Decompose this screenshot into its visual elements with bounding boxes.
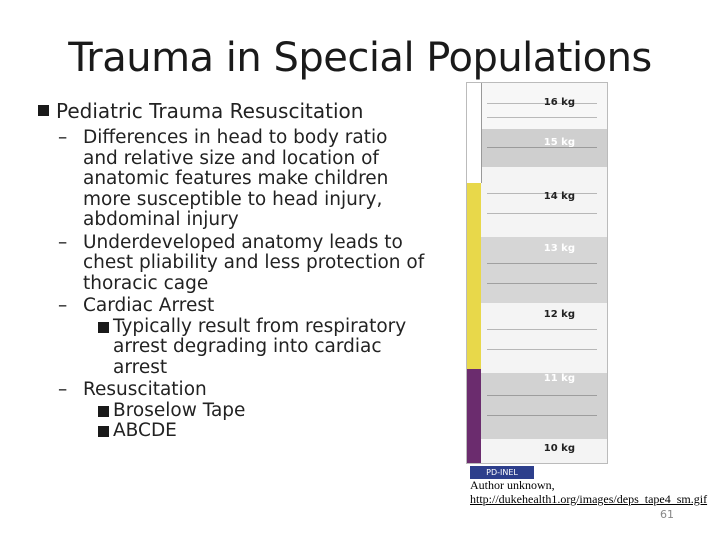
bullet-level2 xyxy=(38,380,468,401)
broselow-tape-image xyxy=(466,82,608,464)
page-number: 61 xyxy=(660,508,674,521)
bullet-line: more susceptible to head injury, xyxy=(83,188,383,210)
slide-body xyxy=(38,100,468,442)
grid-line xyxy=(487,415,597,416)
weight-label: 10 kg xyxy=(543,443,575,454)
tape-band-grey xyxy=(467,237,607,303)
bullet-level3 xyxy=(38,317,468,379)
bullet-line: thoracic cage xyxy=(83,272,209,294)
bullet-line: Resuscitation xyxy=(83,379,207,400)
slide-title: Trauma in Special Populations xyxy=(68,35,652,81)
bullet-line: and relative size and location of xyxy=(83,147,379,169)
grid-line xyxy=(487,147,597,148)
dash-icon: – xyxy=(58,127,68,148)
square-bullet-icon xyxy=(98,406,109,417)
weight-label: 11 kg xyxy=(543,373,575,384)
dash-icon: – xyxy=(58,379,68,400)
grid-line xyxy=(487,193,597,194)
bullet-line: Typically result from respiratory xyxy=(113,315,407,337)
bullet-line: abdominal injury xyxy=(83,209,239,230)
image-credit: Author unknown, xyxy=(470,478,555,492)
weight-label: 13 kg xyxy=(543,243,575,254)
grid-line xyxy=(487,103,597,104)
bullet-level2 xyxy=(38,296,468,317)
tape-band-white xyxy=(467,83,607,129)
bullet-line: arrest xyxy=(113,356,168,378)
square-bullet-icon xyxy=(38,105,49,116)
tape-band-grey xyxy=(467,129,607,167)
license-logo: PD-INEL xyxy=(470,466,534,479)
bullet-level2 xyxy=(38,233,468,295)
grid-line xyxy=(487,213,597,214)
weight-label: 14 kg xyxy=(543,191,575,202)
bullet-level3 xyxy=(38,421,468,442)
bullet-line: ABCDE xyxy=(113,420,177,441)
grid-line xyxy=(487,263,597,264)
tape-band-light xyxy=(467,439,607,463)
weight-label: 15 kg xyxy=(543,137,575,148)
bullet-level1 xyxy=(38,100,468,122)
image-credit-link[interactable]: http://dukehealth1.org/images/deps_tape4_sm.gif xyxy=(470,492,708,506)
bullet-line: Broselow Tape xyxy=(113,399,246,421)
weight-label: 12 kg xyxy=(543,309,575,320)
bullet-level2 xyxy=(38,128,468,231)
bullet-line: Cardiac Arrest xyxy=(83,295,215,316)
dash-icon: – xyxy=(58,231,68,253)
bullet-line: Differences in head to body ratio xyxy=(83,127,388,148)
tape-band-grey xyxy=(467,373,607,439)
weight-label: 16 kg xyxy=(543,97,575,108)
square-bullet-icon xyxy=(98,322,109,333)
tape-strip-yellow xyxy=(467,183,481,369)
bullet-line: chest pliability and less protection of xyxy=(83,252,425,273)
tape-band-light xyxy=(467,167,607,237)
grid-line xyxy=(487,395,597,396)
bullet-line: Underdeveloped anatomy leads to xyxy=(83,231,403,253)
grid-line xyxy=(487,349,597,350)
tape-strip-purple xyxy=(467,369,481,463)
grid-line xyxy=(487,329,597,330)
bullet-line: anatomic features make children xyxy=(83,168,389,189)
dash-icon: – xyxy=(58,295,68,316)
bullet-text: Pediatric Trauma Resuscitation xyxy=(56,99,364,123)
grid-line xyxy=(487,117,597,118)
bullet-line: arrest degrading into cardiac xyxy=(113,336,382,357)
tape-band-light xyxy=(467,303,607,373)
square-bullet-icon xyxy=(98,426,109,437)
tape-strip-white xyxy=(467,83,482,183)
grid-line xyxy=(487,283,597,284)
bullet-level3 xyxy=(38,401,468,422)
